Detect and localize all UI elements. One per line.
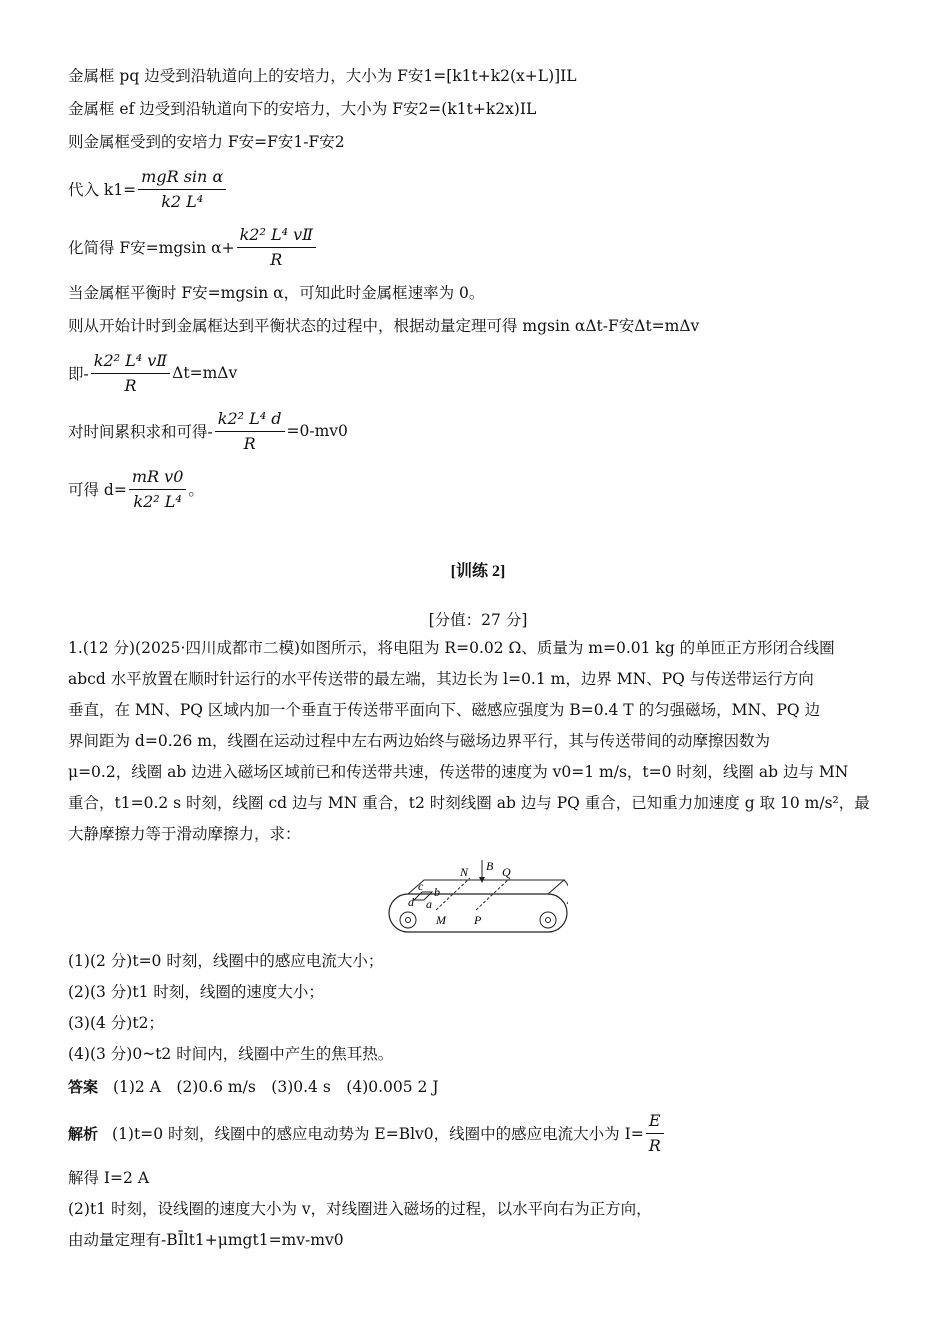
left-roller-axle bbox=[406, 918, 411, 923]
answer-text: (1)2 A (2)0.6 m/s (3)0.4 s (4)0.005 2 J bbox=[112, 1078, 439, 1096]
equation-suffix: Δt=mΔv bbox=[172, 364, 238, 382]
right-roller-axle bbox=[546, 918, 551, 923]
problem-line: abcd 水平放置在顺时针运行的水平传送带的最左端，其边长为 l=0.1 m，边界 MN、PQ 与传送带运行方向 bbox=[68, 670, 814, 688]
analysis-line bbox=[68, 1105, 888, 1161]
fraction bbox=[129, 467, 187, 512]
fraction-denominator: R bbox=[270, 249, 283, 269]
equation-suffix: =0-mv0 bbox=[286, 422, 348, 440]
equation-suffix: 。 bbox=[188, 481, 204, 499]
label-m: M bbox=[436, 913, 446, 927]
problem-line: 大静摩擦力等于滑动摩擦力，求： bbox=[68, 825, 301, 843]
fraction-numerator: mR v0 bbox=[129, 467, 187, 490]
belt-right-edge bbox=[564, 880, 568, 904]
analysis-text: (1)t=0 时刻，线圈中的感应电动势为 E=Blv0，线圈中的感应电流大小为 I= bbox=[112, 1125, 644, 1143]
fraction bbox=[215, 409, 285, 454]
fraction-denominator: k2 L⁴ bbox=[161, 191, 204, 211]
equation-line bbox=[68, 219, 888, 275]
text-line: 金属框 ef 边受到沿轨道向下的安培力，大小为 F安2=(k1t+k2x)IL bbox=[68, 100, 537, 118]
label-a: a bbox=[426, 897, 432, 911]
equation-line bbox=[68, 161, 888, 217]
equation-prefix: 即- bbox=[68, 365, 89, 383]
section-title: [训练 2] bbox=[450, 563, 506, 580]
equation-prefix: 对时间累积求和可得- bbox=[68, 423, 213, 441]
fraction-numerator: mgR sin α bbox=[138, 167, 226, 190]
fraction-denominator: R bbox=[243, 433, 256, 453]
section-score: [分值：27 分] bbox=[428, 611, 528, 629]
equation-line bbox=[68, 403, 888, 459]
question-item: (4)(3 分)0~t2 时间内，线圈中产生的焦耳热。 bbox=[68, 1045, 394, 1063]
conveyor-figure bbox=[68, 858, 888, 940]
analysis-line: 解得 I=2 A bbox=[68, 1169, 150, 1187]
analysis-line: (2)t1 时刻，设线圈的速度大小为 v，对线圈进入磁场的过程，以水平向右为正方向， bbox=[68, 1200, 652, 1218]
document-page bbox=[68, 60, 888, 1256]
fraction bbox=[646, 1111, 664, 1156]
fraction-numerator: k2² L⁴ vⅡ bbox=[237, 225, 316, 248]
equation-line bbox=[68, 345, 888, 401]
fraction-numerator: k2² L⁴ d bbox=[215, 409, 285, 432]
fraction bbox=[91, 351, 170, 396]
label-b: B bbox=[486, 859, 494, 873]
label-n: N bbox=[460, 865, 469, 879]
equation-prefix: 代入 k1= bbox=[68, 181, 137, 199]
problem-line: μ=0.2，线圈 ab 边进入磁场区域前已和传送带共速，传送带的速度为 v0=1 m/s，t=0 时刻，线圈 ab 边与 MN bbox=[68, 763, 849, 781]
fraction-denominator: R bbox=[648, 1135, 661, 1155]
fraction bbox=[237, 225, 316, 270]
left-roller bbox=[400, 912, 416, 928]
conveyor-diagram bbox=[388, 858, 568, 940]
equation-prefix: 化简得 F安=mgsin α+ bbox=[68, 239, 235, 257]
text-line: 金属框 pq 边受到沿轨道向上的安培力，大小为 F安1=[k1t+k2(x+L)]IL bbox=[68, 67, 577, 85]
problem-line: 重合，t1=0.2 s 时刻，线圈 cd 边与 MN 重合，t2 时刻线圈 ab 边与 PQ 重合，已知重力加速度 g 取 10 m/s²，最 bbox=[68, 794, 870, 812]
problem-line: 1.(12 分)(2025·四川成都市二模)如图所示，将电阻为 R=0.02 Ω、质量为 m=0.01 kg 的单匝正方形闭合线圈 bbox=[68, 639, 835, 657]
right-roller bbox=[540, 912, 556, 928]
label-c: c bbox=[418, 879, 424, 893]
fraction-numerator: E bbox=[646, 1111, 664, 1134]
fraction-numerator: k2² L⁴ vⅡ bbox=[91, 351, 170, 374]
label-d: d bbox=[408, 895, 414, 909]
label-b-vertex: b bbox=[434, 885, 440, 899]
label-q: Q bbox=[502, 865, 511, 879]
label-p: P bbox=[474, 913, 482, 927]
fraction bbox=[138, 167, 226, 212]
equation-line bbox=[68, 461, 888, 517]
answer-label: 答案 bbox=[68, 1078, 99, 1096]
analysis-label: 解析 bbox=[68, 1124, 99, 1143]
problem-line: 界间距为 d=0.26 m，线圈在运动过程中左右两边始终与磁场边界平行，其与传送带间的动摩擦因数为 bbox=[68, 732, 770, 750]
answer-line bbox=[68, 1072, 888, 1103]
problem-line: 垂直，在 MN、PQ 区域内加一个垂直于传送带平面向下、磁感应强度为 B=0.4 T 的匀强磁场，MN、PQ 边 bbox=[68, 701, 821, 719]
equation-prefix: 可得 d= bbox=[68, 481, 127, 499]
question-item: (3)(4 分)t2； bbox=[68, 1014, 164, 1032]
analysis-line: 由动量定理有-BĪlt1+μmgt1=mv-mv0 bbox=[68, 1231, 344, 1249]
fraction-denominator: k2² L⁴ bbox=[133, 491, 182, 511]
text-line: 当金属框平衡时 F安=mgsin α，可知此时金属框速率为 0。 bbox=[68, 284, 485, 302]
fraction-denominator: R bbox=[124, 375, 137, 395]
text-line: 则金属框受到的安培力 F安=F安1-F安2 bbox=[68, 133, 345, 151]
problem-statement bbox=[68, 633, 888, 850]
question-item: (2)(3 分)t1 时刻，线圈的速度大小； bbox=[68, 983, 324, 1001]
question-item: (1)(2 分)t=0 时刻，线圈中的感应电流大小； bbox=[68, 952, 384, 970]
text-line: 则从开始计时到金属框达到平衡状态的过程中，根据动量定理可得 mgsin αΔt-F安Δt=mΔv bbox=[68, 317, 700, 335]
